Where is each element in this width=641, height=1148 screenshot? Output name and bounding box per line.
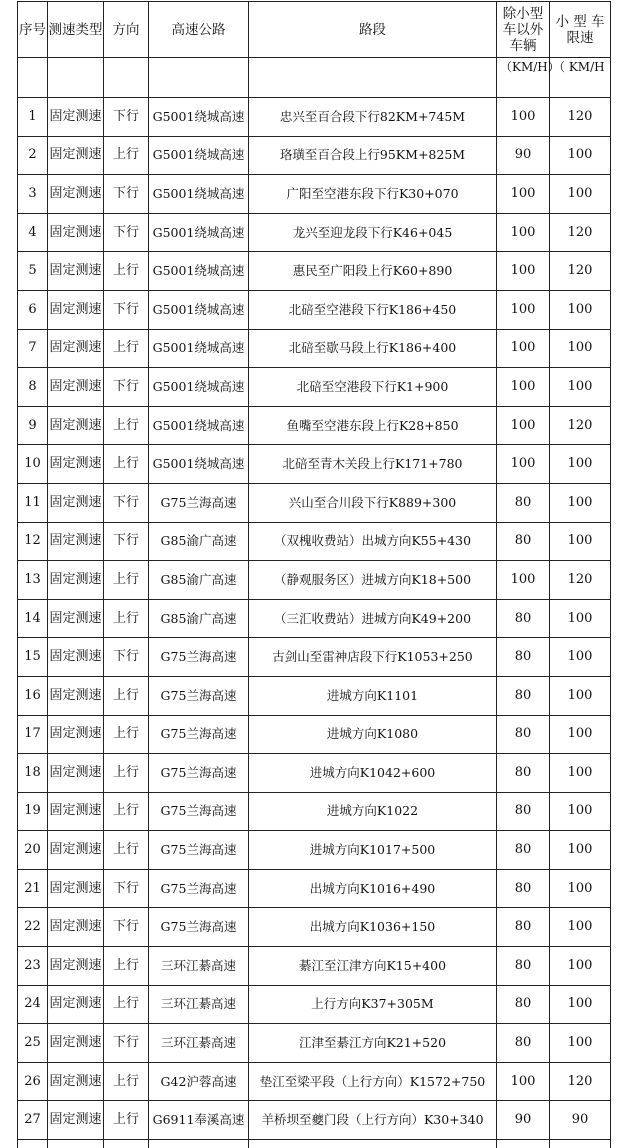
unit-cell-blank <box>48 58 104 98</box>
cell-no: 12 <box>18 522 48 561</box>
cell-segment: 北碚至青木关段上行K171+780 <box>249 445 497 484</box>
cell-other-vehicle-limit: 80 <box>497 985 550 1024</box>
cell-other-vehicle-limit: 100 <box>497 252 550 291</box>
table-row <box>18 947 611 986</box>
cell-segment: 忠兴至百合段下行82KM+745M <box>249 98 497 137</box>
cell-highway: G5001绕城高速 <box>149 175 249 214</box>
cell-highway: G5001绕城高速 <box>149 98 249 137</box>
cell-small-car-limit: 100 <box>550 329 611 368</box>
cell-partial <box>497 1140 550 1148</box>
cell-direction: 上行 <box>104 985 149 1024</box>
header-direction: 方向 <box>104 2 149 58</box>
cell-no: 2 <box>18 136 48 175</box>
cell-other-vehicle-limit: 80 <box>497 908 550 947</box>
cell-type: 固定测速 <box>48 290 104 329</box>
header-type: 测速类型 <box>48 2 104 58</box>
cell-direction: 下行 <box>104 522 149 561</box>
table-row-partial <box>18 1140 611 1148</box>
speed-camera-table <box>17 1 611 1148</box>
cell-no: 17 <box>18 715 48 754</box>
cell-type: 固定测速 <box>48 175 104 214</box>
cell-no: 5 <box>18 252 48 291</box>
cell-segment: 羊桥坝至夔门段（上行方向）K30+340 <box>249 1101 497 1140</box>
cell-small-car-limit: 100 <box>550 638 611 677</box>
cell-small-car-limit: 100 <box>550 869 611 908</box>
header-other-vehicle-limit: 除小型车以外车辆 <box>497 2 550 58</box>
cell-no: 9 <box>18 406 48 445</box>
cell-small-car-limit: 120 <box>550 98 611 137</box>
cell-small-car-limit: 120 <box>550 561 611 600</box>
cell-highway: G85渝广高速 <box>149 522 249 561</box>
table-row <box>18 1101 611 1140</box>
cell-no: 26 <box>18 1062 48 1101</box>
cell-other-vehicle-limit: 90 <box>497 136 550 175</box>
cell-direction: 上行 <box>104 136 149 175</box>
cell-segment: 进城方向K1022 <box>249 792 497 831</box>
table-row <box>18 252 611 291</box>
cell-other-vehicle-limit: 80 <box>497 754 550 793</box>
table-row <box>18 368 611 407</box>
table-row <box>18 522 611 561</box>
cell-small-car-limit: 100 <box>550 792 611 831</box>
cell-type: 固定测速 <box>48 406 104 445</box>
cell-partial <box>550 1140 611 1148</box>
cell-type: 固定测速 <box>48 1062 104 1101</box>
cell-no: 10 <box>18 445 48 484</box>
cell-segment: （双槐收费站）出城方向K55+430 <box>249 522 497 561</box>
cell-direction: 上行 <box>104 754 149 793</box>
cell-segment: （三汇收费站）进城方向K49+200 <box>249 599 497 638</box>
table-row <box>18 1024 611 1063</box>
cell-highway: G85渝广高速 <box>149 599 249 638</box>
cell-segment: 龙兴至迎龙段下行K46+045 <box>249 213 497 252</box>
cell-direction: 上行 <box>104 715 149 754</box>
unit-small-car: （ KM/H <box>550 58 611 98</box>
cell-small-car-limit: 100 <box>550 136 611 175</box>
cell-direction: 下行 <box>104 908 149 947</box>
cell-small-car-limit: 120 <box>550 252 611 291</box>
cell-other-vehicle-limit: 80 <box>497 599 550 638</box>
cell-direction: 下行 <box>104 1024 149 1063</box>
cell-direction: 上行 <box>104 561 149 600</box>
table-row <box>18 329 611 368</box>
cell-type: 固定测速 <box>48 947 104 986</box>
cell-segment: 鱼嘴至空港东段上行K28+850 <box>249 406 497 445</box>
cell-segment: 江津至綦江方向K21+520 <box>249 1024 497 1063</box>
cell-highway: G75兰海高速 <box>149 792 249 831</box>
header-row <box>18 2 611 58</box>
cell-other-vehicle-limit: 80 <box>497 831 550 870</box>
cell-direction: 上行 <box>104 831 149 870</box>
cell-small-car-limit: 100 <box>550 1024 611 1063</box>
cell-direction: 下行 <box>104 638 149 677</box>
header-small-car-limit: 小 型 车限速 <box>550 2 611 58</box>
cell-segment: 兴山至合川段下行K889+300 <box>249 483 497 522</box>
cell-other-vehicle-limit: 80 <box>497 483 550 522</box>
header-no: 序号 <box>18 2 48 58</box>
cell-other-vehicle-limit: 100 <box>497 329 550 368</box>
cell-no: 20 <box>18 831 48 870</box>
cell-no: 27 <box>18 1101 48 1140</box>
cell-segment: 出城方向K1016+490 <box>249 869 497 908</box>
cell-partial <box>149 1140 249 1148</box>
header-highway: 高速公路 <box>149 2 249 58</box>
cell-other-vehicle-limit: 80 <box>497 869 550 908</box>
cell-segment: 进城方向K1080 <box>249 715 497 754</box>
cell-no: 19 <box>18 792 48 831</box>
table-row <box>18 908 611 947</box>
cell-highway: G75兰海高速 <box>149 831 249 870</box>
unit-cell-blank <box>249 58 497 98</box>
cell-direction: 下行 <box>104 290 149 329</box>
cell-type: 固定测速 <box>48 522 104 561</box>
table-row <box>18 406 611 445</box>
cell-no: 11 <box>18 483 48 522</box>
cell-type: 固定测速 <box>48 792 104 831</box>
cell-highway: G75兰海高速 <box>149 908 249 947</box>
cell-segment: 北碚至歇马段上行K186+400 <box>249 329 497 368</box>
cell-no: 7 <box>18 329 48 368</box>
cell-highway: G5001绕城高速 <box>149 252 249 291</box>
cell-direction: 上行 <box>104 676 149 715</box>
cell-other-vehicle-limit: 100 <box>497 445 550 484</box>
cell-partial <box>249 1140 497 1148</box>
cell-direction: 上行 <box>104 947 149 986</box>
cell-type: 固定测速 <box>48 1101 104 1140</box>
cell-other-vehicle-limit: 80 <box>497 522 550 561</box>
cell-no: 15 <box>18 638 48 677</box>
cell-segment: 广阳至空港东段下行K30+070 <box>249 175 497 214</box>
cell-partial <box>18 1140 48 1148</box>
cell-no: 21 <box>18 869 48 908</box>
cell-small-car-limit: 100 <box>550 368 611 407</box>
cell-no: 13 <box>18 561 48 600</box>
cell-highway: G85渝广高速 <box>149 561 249 600</box>
cell-highway: G75兰海高速 <box>149 483 249 522</box>
cell-type: 固定测速 <box>48 483 104 522</box>
cell-highway: G5001绕城高速 <box>149 329 249 368</box>
table-row <box>18 213 611 252</box>
unit-other-vehicle: （KM/H） <box>497 58 550 98</box>
cell-highway: G75兰海高速 <box>149 869 249 908</box>
cell-type: 固定测速 <box>48 368 104 407</box>
cell-no: 8 <box>18 368 48 407</box>
table-row <box>18 483 611 522</box>
cell-other-vehicle-limit: 100 <box>497 561 550 600</box>
cell-direction: 上行 <box>104 792 149 831</box>
cell-other-vehicle-limit: 80 <box>497 638 550 677</box>
cell-type: 固定测速 <box>48 252 104 291</box>
cell-segment: 古剑山至雷神店段下行K1053+250 <box>249 638 497 677</box>
cell-type: 固定测速 <box>48 329 104 368</box>
cell-partial <box>48 1140 104 1148</box>
cell-no: 16 <box>18 676 48 715</box>
cell-no: 3 <box>18 175 48 214</box>
cell-small-car-limit: 100 <box>550 522 611 561</box>
cell-segment: 出城方向K1036+150 <box>249 908 497 947</box>
table-row <box>18 754 611 793</box>
cell-type: 固定测速 <box>48 869 104 908</box>
cell-small-car-limit: 100 <box>550 947 611 986</box>
table-row <box>18 792 611 831</box>
table-row <box>18 638 611 677</box>
cell-highway: G42沪蓉高速 <box>149 1062 249 1101</box>
cell-segment: 进城方向K1042+600 <box>249 754 497 793</box>
cell-no: 6 <box>18 290 48 329</box>
cell-small-car-limit: 120 <box>550 406 611 445</box>
cell-direction: 上行 <box>104 1062 149 1101</box>
cell-highway: G5001绕城高速 <box>149 136 249 175</box>
table-row <box>18 676 611 715</box>
cell-direction: 下行 <box>104 483 149 522</box>
cell-no: 4 <box>18 213 48 252</box>
cell-other-vehicle-limit: 80 <box>497 1024 550 1063</box>
cell-other-vehicle-limit: 100 <box>497 290 550 329</box>
cell-highway: G75兰海高速 <box>149 754 249 793</box>
cell-highway: G5001绕城高速 <box>149 368 249 407</box>
table-row <box>18 98 611 137</box>
cell-segment: 綦江至江津方向K15+400 <box>249 947 497 986</box>
table-row <box>18 136 611 175</box>
cell-direction: 上行 <box>104 329 149 368</box>
cell-no: 18 <box>18 754 48 793</box>
cell-small-car-limit: 120 <box>550 213 611 252</box>
cell-highway: G6911奉溪高速 <box>149 1101 249 1140</box>
cell-no: 1 <box>18 98 48 137</box>
cell-no: 24 <box>18 985 48 1024</box>
cell-small-car-limit: 100 <box>550 715 611 754</box>
cell-other-vehicle-limit: 90 <box>497 1101 550 1140</box>
cell-direction: 下行 <box>104 368 149 407</box>
cell-other-vehicle-limit: 100 <box>497 406 550 445</box>
cell-other-vehicle-limit: 80 <box>497 947 550 986</box>
cell-segment: 北碚至空港段下行K186+450 <box>249 290 497 329</box>
unit-cell-blank <box>104 58 149 98</box>
cell-direction: 上行 <box>104 406 149 445</box>
cell-segment: 上行方向K37+305M <box>249 985 497 1024</box>
table-body <box>18 98 611 1148</box>
cell-type: 固定测速 <box>48 715 104 754</box>
cell-direction: 上行 <box>104 1101 149 1140</box>
cell-no: 23 <box>18 947 48 986</box>
cell-small-car-limit: 120 <box>550 1062 611 1101</box>
cell-highway: G5001绕城高速 <box>149 213 249 252</box>
cell-highway: 三环江綦高速 <box>149 947 249 986</box>
cell-segment: 惠民至广阳段上行K60+890 <box>249 252 497 291</box>
cell-other-vehicle-limit: 100 <box>497 1062 550 1101</box>
cell-type: 固定测速 <box>48 985 104 1024</box>
cell-small-car-limit: 100 <box>550 676 611 715</box>
cell-direction: 下行 <box>104 869 149 908</box>
cell-small-car-limit: 100 <box>550 831 611 870</box>
cell-direction: 上行 <box>104 599 149 638</box>
cell-segment: 北碚至空港段下行K1+900 <box>249 368 497 407</box>
cell-highway: 三环江綦高速 <box>149 985 249 1024</box>
cell-small-car-limit: 90 <box>550 1101 611 1140</box>
cell-segment: 进城方向K1017+500 <box>249 831 497 870</box>
cell-small-car-limit: 100 <box>550 985 611 1024</box>
cell-highway: G5001绕城高速 <box>149 290 249 329</box>
header-segment: 路段 <box>249 2 497 58</box>
table-row <box>18 869 611 908</box>
cell-highway: G5001绕城高速 <box>149 406 249 445</box>
cell-highway: G75兰海高速 <box>149 715 249 754</box>
cell-small-car-limit: 100 <box>550 445 611 484</box>
cell-no: 14 <box>18 599 48 638</box>
cell-partial <box>104 1140 149 1148</box>
cell-type: 固定测速 <box>48 213 104 252</box>
cell-small-car-limit: 100 <box>550 754 611 793</box>
cell-other-vehicle-limit: 100 <box>497 213 550 252</box>
cell-direction: 上行 <box>104 445 149 484</box>
table-row <box>18 831 611 870</box>
table-row <box>18 175 611 214</box>
table-row <box>18 1062 611 1101</box>
cell-direction: 上行 <box>104 252 149 291</box>
cell-type: 固定测速 <box>48 676 104 715</box>
cell-highway: 三环江綦高速 <box>149 1024 249 1063</box>
cell-small-car-limit: 100 <box>550 175 611 214</box>
cell-other-vehicle-limit: 80 <box>497 792 550 831</box>
cell-no: 25 <box>18 1024 48 1063</box>
cell-direction: 下行 <box>104 213 149 252</box>
cell-segment: （静观服务区）进城方向K18+500 <box>249 561 497 600</box>
cell-highway: G75兰海高速 <box>149 676 249 715</box>
cell-highway: G75兰海高速 <box>149 638 249 677</box>
cell-small-car-limit: 100 <box>550 483 611 522</box>
cell-other-vehicle-limit: 80 <box>497 676 550 715</box>
cell-type: 固定测速 <box>48 98 104 137</box>
cell-type: 固定测速 <box>48 754 104 793</box>
cell-type: 固定测速 <box>48 136 104 175</box>
cell-segment: 进城方向K1101 <box>249 676 497 715</box>
table-row <box>18 985 611 1024</box>
cell-no: 22 <box>18 908 48 947</box>
cell-small-car-limit: 100 <box>550 599 611 638</box>
cell-type: 固定测速 <box>48 831 104 870</box>
cell-type: 固定测速 <box>48 599 104 638</box>
cell-type: 固定测速 <box>48 908 104 947</box>
table-row <box>18 561 611 600</box>
cell-segment: 垫江至梁平段（上行方向）K1572+750 <box>249 1062 497 1101</box>
cell-type: 固定测速 <box>48 1024 104 1063</box>
cell-small-car-limit: 100 <box>550 290 611 329</box>
cell-other-vehicle-limit: 100 <box>497 368 550 407</box>
unit-cell-blank <box>18 58 48 98</box>
table-row <box>18 715 611 754</box>
cell-type: 固定测速 <box>48 638 104 677</box>
unit-cell-blank <box>149 58 249 98</box>
cell-other-vehicle-limit: 80 <box>497 715 550 754</box>
unit-row <box>18 58 611 98</box>
cell-other-vehicle-limit: 100 <box>497 175 550 214</box>
table-row <box>18 445 611 484</box>
table-row <box>18 290 611 329</box>
cell-type: 固定测速 <box>48 561 104 600</box>
cell-highway: G5001绕城高速 <box>149 445 249 484</box>
cell-type: 固定测速 <box>48 445 104 484</box>
table-row <box>18 599 611 638</box>
cell-direction: 下行 <box>104 98 149 137</box>
cell-small-car-limit: 100 <box>550 908 611 947</box>
cell-direction: 下行 <box>104 175 149 214</box>
cell-other-vehicle-limit: 100 <box>497 98 550 137</box>
cell-segment: 珞璜至百合段上行95KM+825M <box>249 136 497 175</box>
